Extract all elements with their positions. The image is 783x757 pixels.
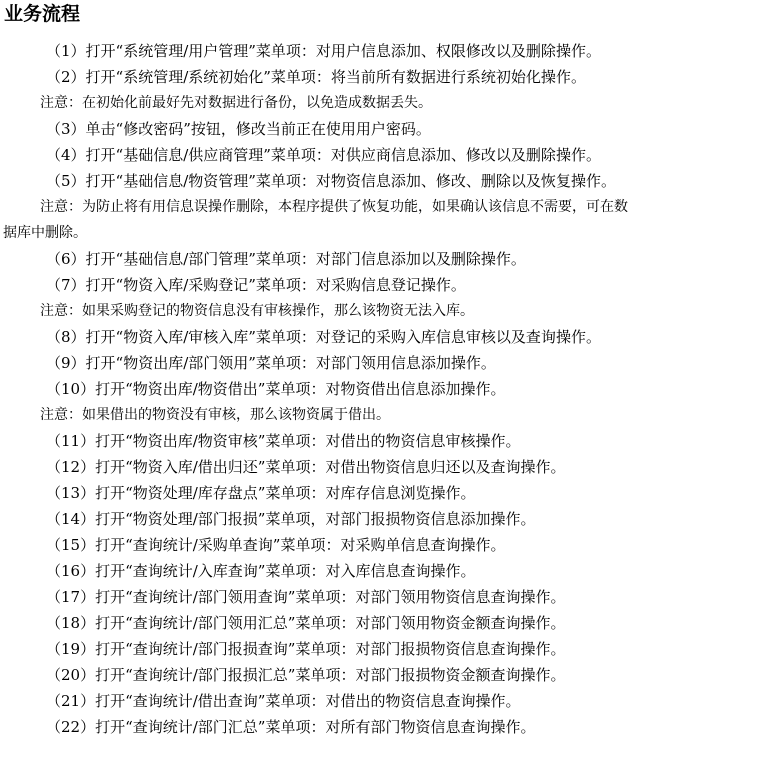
- list-item: （9）打开“物资出库/部门领用”菜单项：对部门领用信息添加操作。: [46, 354, 496, 372]
- note-text: 注意：如果采购登记的物资信息没有审核操作，那么该物资无法入库。: [40, 303, 474, 319]
- list-item: （13）打开“物资处理/库存盘点”菜单项：对库存信息浏览操作。: [46, 484, 476, 502]
- list-item: （20）打开“查询统计/部门报损汇总”菜单项：对部门报损物资金额查询操作。: [46, 666, 566, 684]
- list-item: （15）打开“查询统计/采购单查询”菜单项：对采购单信息查询操作。: [46, 536, 506, 554]
- workflow-list: [0, 38, 783, 740]
- note-text-multiline: [0, 194, 780, 246]
- note-line: 注意：为防止将有用信息误操作删除，本程序提供了恢复功能，如果确认该信息不需要，可在数: [40, 199, 628, 215]
- list-item: （2）打开“系统管理/系统初始化”菜单项：将当前所有数据进行系统初始化操作。: [46, 68, 586, 86]
- note-line: 据库中删除。: [3, 225, 87, 241]
- list-item: （19）打开“查询统计/部门报损查询”菜单项：对部门报损物资信息查询操作。: [46, 640, 566, 658]
- list-item: （10）打开“物资出库/物资借出”菜单项：对物资借出信息添加操作。: [46, 380, 506, 398]
- list-item: （16）打开“查询统计/入库查询”菜单项：对入库信息查询操作。: [46, 562, 476, 580]
- list-item: （8）打开“物资入库/审核入库”菜单项：对登记的采购入库信息审核以及查询操作。: [46, 328, 601, 346]
- list-item: （4）打开“基础信息/供应商管理”菜单项：对供应商信息添加、修改以及删除操作。: [46, 146, 601, 164]
- list-item: （7）打开“物资入库/采购登记”菜单项：对采购信息登记操作。: [46, 276, 466, 294]
- list-item: （12）打开“物资入库/借出归还”菜单项：对借出物资信息归还以及查询操作。: [46, 458, 566, 476]
- list-item: （17）打开“查询统计/部门领用查询”菜单项：对部门领用物资信息查询操作。: [46, 588, 566, 606]
- list-item: （11）打开“物资出库/物资审核”菜单项：对借出的物资信息审核操作。: [46, 432, 521, 450]
- list-item: （5）打开“基础信息/物资管理”菜单项：对物资信息添加、修改、删除以及恢复操作。: [46, 172, 616, 190]
- list-item: （22）打开“查询统计/部门汇总”菜单项：对所有部门物资信息查询操作。: [46, 718, 536, 736]
- list-item: （6）打开“基础信息/部门管理”菜单项：对部门信息添加以及删除操作。: [46, 250, 526, 268]
- note-text: 注意：在初始化前最好先对数据进行备份，以免造成数据丢失。: [40, 95, 432, 111]
- list-item: （14）打开“物资处理/部门报损”菜单项，对部门报损物资信息添加操作。: [46, 510, 536, 528]
- list-item: （18）打开“查询统计/部门领用汇总”菜单项：对部门领用物资金额查询操作。: [46, 614, 566, 632]
- note-text: 注意：如果借出的物资没有审核，那么该物资属于借出。: [40, 407, 390, 423]
- list-item: （21）打开“查询统计/借出查询”菜单项：对借出的物资信息查询操作。: [46, 692, 521, 710]
- list-item: （1）打开“系统管理/用户管理”菜单项：对用户信息添加、权限修改以及删除操作。: [46, 42, 601, 60]
- list-item: （3）单击“修改密码”按钮，修改当前正在使用用户密码。: [46, 120, 431, 138]
- section-heading: 业务流程: [4, 3, 81, 25]
